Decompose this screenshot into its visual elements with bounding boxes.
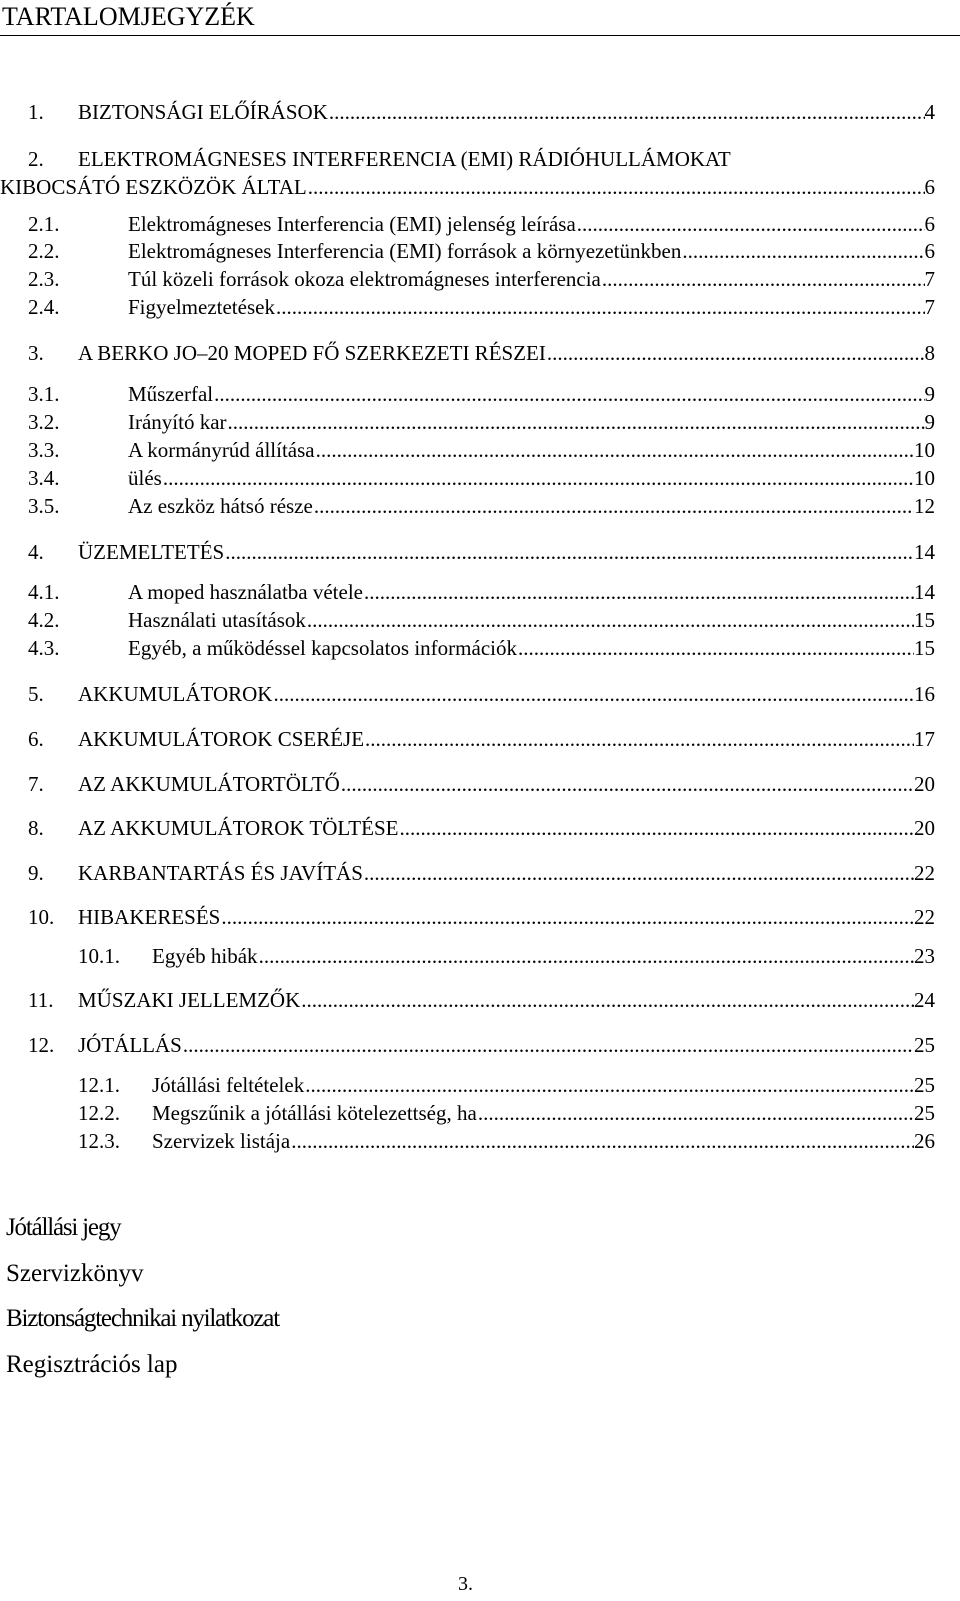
toc-entry[interactable] — [0, 174, 960, 200]
toc-entry-page: 7 — [924, 295, 935, 319]
toc-entry-leader — [128, 409, 935, 435]
toc-entry-page: 22 — [914, 861, 935, 885]
toc-entry-leader — [128, 493, 935, 519]
toc-entry[interactable] — [0, 607, 960, 633]
toc-entry-number: 3.3. — [28, 438, 60, 462]
toc-entry-page: 14 — [914, 580, 935, 604]
toc-entry-page: 6 — [924, 212, 935, 236]
toc-entry[interactable] — [0, 465, 960, 491]
toc-entry-number: 2.2. — [28, 239, 60, 263]
toc-entry-page: 16 — [914, 682, 935, 706]
toc-entry[interactable] — [0, 1072, 960, 1098]
toc-entry-leader — [128, 381, 935, 407]
toc-entry-page: 7 — [924, 267, 935, 291]
toc-entry-label: Az eszköz hátsó része — [128, 494, 313, 518]
toc-entry-label: MŰSZAKI JELLEMZŐK — [78, 988, 301, 1012]
toc-entry-leader — [152, 1072, 935, 1098]
toc-entry-page: 15 — [914, 608, 935, 632]
toc-entry-page: 8 — [924, 341, 935, 365]
appendix-regisztracios-lap: Regisztrációs lap — [6, 1351, 178, 1378]
toc-entry[interactable] — [0, 539, 960, 565]
toc-entry-page: 6 — [924, 239, 935, 263]
toc-entry-number: 9. — [28, 861, 44, 885]
toc-entry-page: 14 — [914, 540, 935, 564]
toc-entry-label: Műszerfal — [128, 382, 214, 406]
toc-entry-label: Túl közeli források okoza elektromágneses interferencia — [128, 267, 601, 291]
toc-entry-number: 12. — [28, 1033, 55, 1057]
toc-entry-leader — [128, 266, 935, 292]
toc-entry-leader — [78, 860, 935, 886]
toc-entry-label: Egyéb, a működéssel kapcsolatos információk — [128, 636, 517, 660]
toc-entry[interactable] — [0, 340, 960, 366]
toc-entry[interactable] — [0, 815, 960, 841]
toc-entry-number: 3.4. — [28, 466, 60, 490]
toc-entry-leader — [78, 726, 935, 752]
toc-entry-label: Egyéb hibák — [152, 944, 258, 968]
toc-entry-number: 12.1. — [78, 1073, 120, 1097]
toc-entry-number: 3. — [28, 341, 44, 365]
toc-entry-page: 23 — [914, 944, 935, 968]
toc-entry-leader — [78, 340, 935, 366]
toc-entry-page: 4 — [924, 100, 935, 124]
toc-entry-label: KARBANTARTÁS ÉS JAVÍTÁS — [78, 861, 363, 885]
toc-entry-leader — [78, 1032, 935, 1058]
toc-entry-number: 1. — [28, 100, 44, 124]
toc-entry-leader — [78, 681, 935, 707]
toc-entry-page: 25 — [914, 1101, 935, 1125]
toc-entry-label: AKKUMULÁTOROK — [78, 682, 273, 706]
toc-entry-leader — [128, 437, 935, 463]
toc-entry-number: 7. — [28, 772, 44, 796]
toc-entry-number: 3.5. — [28, 494, 60, 518]
toc-entry-leader — [128, 465, 935, 491]
toc-entry-leader — [152, 943, 935, 969]
toc-entry[interactable] — [0, 904, 960, 930]
toc-entry[interactable] — [0, 635, 960, 661]
toc-entry-number: 6. — [28, 727, 44, 751]
toc-entry-label: HIBAKERESÉS — [78, 905, 221, 929]
toc-entry-leader — [78, 815, 935, 841]
toc-entry-label: Jótállási feltételek — [152, 1073, 305, 1097]
toc-entry-number: 2.4. — [28, 295, 60, 319]
toc-entry-label: A kormányrúd állítása — [128, 438, 315, 462]
toc-entry-leader — [152, 1128, 935, 1154]
toc-entry[interactable] — [0, 681, 960, 707]
toc-entry-page: 17 — [914, 727, 935, 751]
toc-entry-page: 9 — [924, 382, 935, 406]
toc-entry-leader — [0, 174, 935, 200]
toc-entry-label: A moped használatba vétele — [128, 580, 363, 604]
toc-entry-page: 25 — [914, 1033, 935, 1057]
toc-entry-label: Figyelmeztetések — [128, 295, 275, 319]
appendix-biztonsagtechnikai-nyilatkozat: Biztonságtechnikai nyilatkozat — [6, 1305, 279, 1332]
toc-entry[interactable] — [0, 1128, 960, 1154]
toc-entry-leader — [78, 771, 935, 797]
toc-entry-label: ülés — [128, 466, 162, 490]
toc-entry[interactable] — [0, 1032, 960, 1058]
toc-entry-page: 6 — [924, 175, 935, 199]
toc-entry-leader — [128, 294, 935, 320]
toc-entry[interactable] — [0, 726, 960, 752]
toc-entry-number: 11. — [28, 988, 54, 1012]
toc-entry-number: 10. — [28, 905, 55, 929]
toc-entry-number: 12.3. — [78, 1129, 120, 1153]
toc-entry-number: 2.1. — [28, 212, 60, 236]
toc-entry-page: 9 — [924, 410, 935, 434]
toc-entry-page: 24 — [914, 988, 935, 1012]
toc-entry-number: 4.3. — [28, 636, 60, 660]
toc-entry-number: 3.1. — [28, 382, 60, 406]
toc-entry-label: Irányító kar — [128, 410, 227, 434]
toc-entry[interactable] — [0, 409, 960, 435]
toc-entry-number: 4.2. — [28, 608, 60, 632]
toc-entry[interactable] — [0, 860, 960, 886]
toc-entry-label: Elektromágneses Interferencia (EMI) források a környezetünkben — [128, 239, 682, 263]
toc-entry-page: 20 — [914, 816, 935, 840]
toc-entry-label: JÓTÁLLÁS — [78, 1033, 182, 1057]
toc-entry-label: AZ AKKUMULÁTORTÖLTŐ — [78, 772, 340, 796]
toc-entry-leader — [128, 635, 935, 661]
toc-entry-number: 4. — [28, 540, 44, 564]
toc-entry-number: 12.2. — [78, 1101, 120, 1125]
appendix-jotallasi-jegy: Jótállási jegy — [6, 1214, 121, 1241]
toc-entry-page: 12 — [914, 494, 935, 518]
toc-entry-leader — [128, 238, 935, 264]
toc-entry-page: 10 — [914, 466, 935, 490]
toc-entry-label: Elektromágneses Interferencia (EMI) jelenség leírása — [128, 212, 576, 236]
toc-entry[interactable] — [0, 943, 960, 969]
toc-entry-page: 22 — [914, 905, 935, 929]
toc-entry-label: AKKUMULÁTOROK CSERÉJE — [78, 727, 365, 751]
toc-entry-leader — [128, 579, 935, 605]
toc-entry[interactable] — [0, 381, 960, 407]
toc-entry-leader — [78, 987, 935, 1013]
toc-entry-label[interactable]: ELEKTROMÁGNESES INTERFERENCIA (EMI) RÁDIÓHULLÁMOKAT — [78, 147, 731, 171]
appendix-szervizkonyv: Szervizkönyv — [6, 1260, 144, 1287]
toc-entry-leader — [78, 99, 935, 125]
toc-entry-number: 3.2. — [28, 410, 60, 434]
toc-entry[interactable] — [0, 211, 960, 237]
title-underline — [0, 35, 960, 36]
toc-entry[interactable] — [0, 238, 960, 264]
toc-entry-label: BIZTONSÁGI ELŐÍRÁSOK — [78, 100, 328, 124]
toc-entry-number: 2.3. — [28, 267, 60, 291]
page-title: TARTALOMJEGYZÉK — [2, 2, 255, 31]
page-number: 3. — [458, 1573, 473, 1595]
toc-entry-page: 20 — [914, 772, 935, 796]
toc-entry[interactable] — [0, 266, 960, 292]
toc-entry[interactable] — [0, 1100, 960, 1126]
toc-entry-leader — [128, 607, 935, 633]
toc-entry-number: 10.1. — [78, 944, 120, 968]
toc-entry[interactable] — [0, 493, 960, 519]
toc-entry-page: 25 — [914, 1073, 935, 1097]
toc-entry-page: 10 — [914, 438, 935, 462]
toc-entry-number: 8. — [28, 816, 44, 840]
toc-entry-label: Használati utasítások — [128, 608, 306, 632]
toc-entry-label: Szervizek listája — [152, 1129, 291, 1153]
toc-entry-leader — [78, 539, 935, 565]
toc-entry[interactable] — [0, 771, 960, 797]
toc-entry[interactable] — [0, 99, 960, 125]
toc-entry-label: ÜZEMELTETÉS — [78, 540, 225, 564]
toc-entry[interactable] — [0, 987, 960, 1013]
toc-entry-label: AZ AKKUMULÁTOROK TÖLTÉSE — [78, 816, 399, 840]
toc-entry[interactable] — [0, 294, 960, 320]
toc-entry-leader — [128, 211, 935, 237]
toc-entry-label: Megszűnik a jótállási kötelezettség, ha — [152, 1101, 477, 1125]
toc-entry-number: 4.1. — [28, 580, 60, 604]
toc-entry-number: 2. — [28, 147, 44, 171]
toc-entry-leader — [152, 1100, 935, 1126]
toc-entry-label: KIBOCSÁTÓ ESZKÖZÖK ÁLTAL — [0, 175, 307, 199]
toc-entry-number: 5. — [28, 682, 44, 706]
toc-entry[interactable] — [0, 579, 960, 605]
toc-entry-label: A BERKO JO–20 MOPED FŐ SZERKEZETI RÉSZEI — [78, 341, 546, 365]
toc-entry[interactable] — [0, 437, 960, 463]
toc-entry-page: 15 — [914, 636, 935, 660]
toc-entry-leader — [78, 904, 935, 930]
toc-entry-page: 26 — [914, 1129, 935, 1153]
